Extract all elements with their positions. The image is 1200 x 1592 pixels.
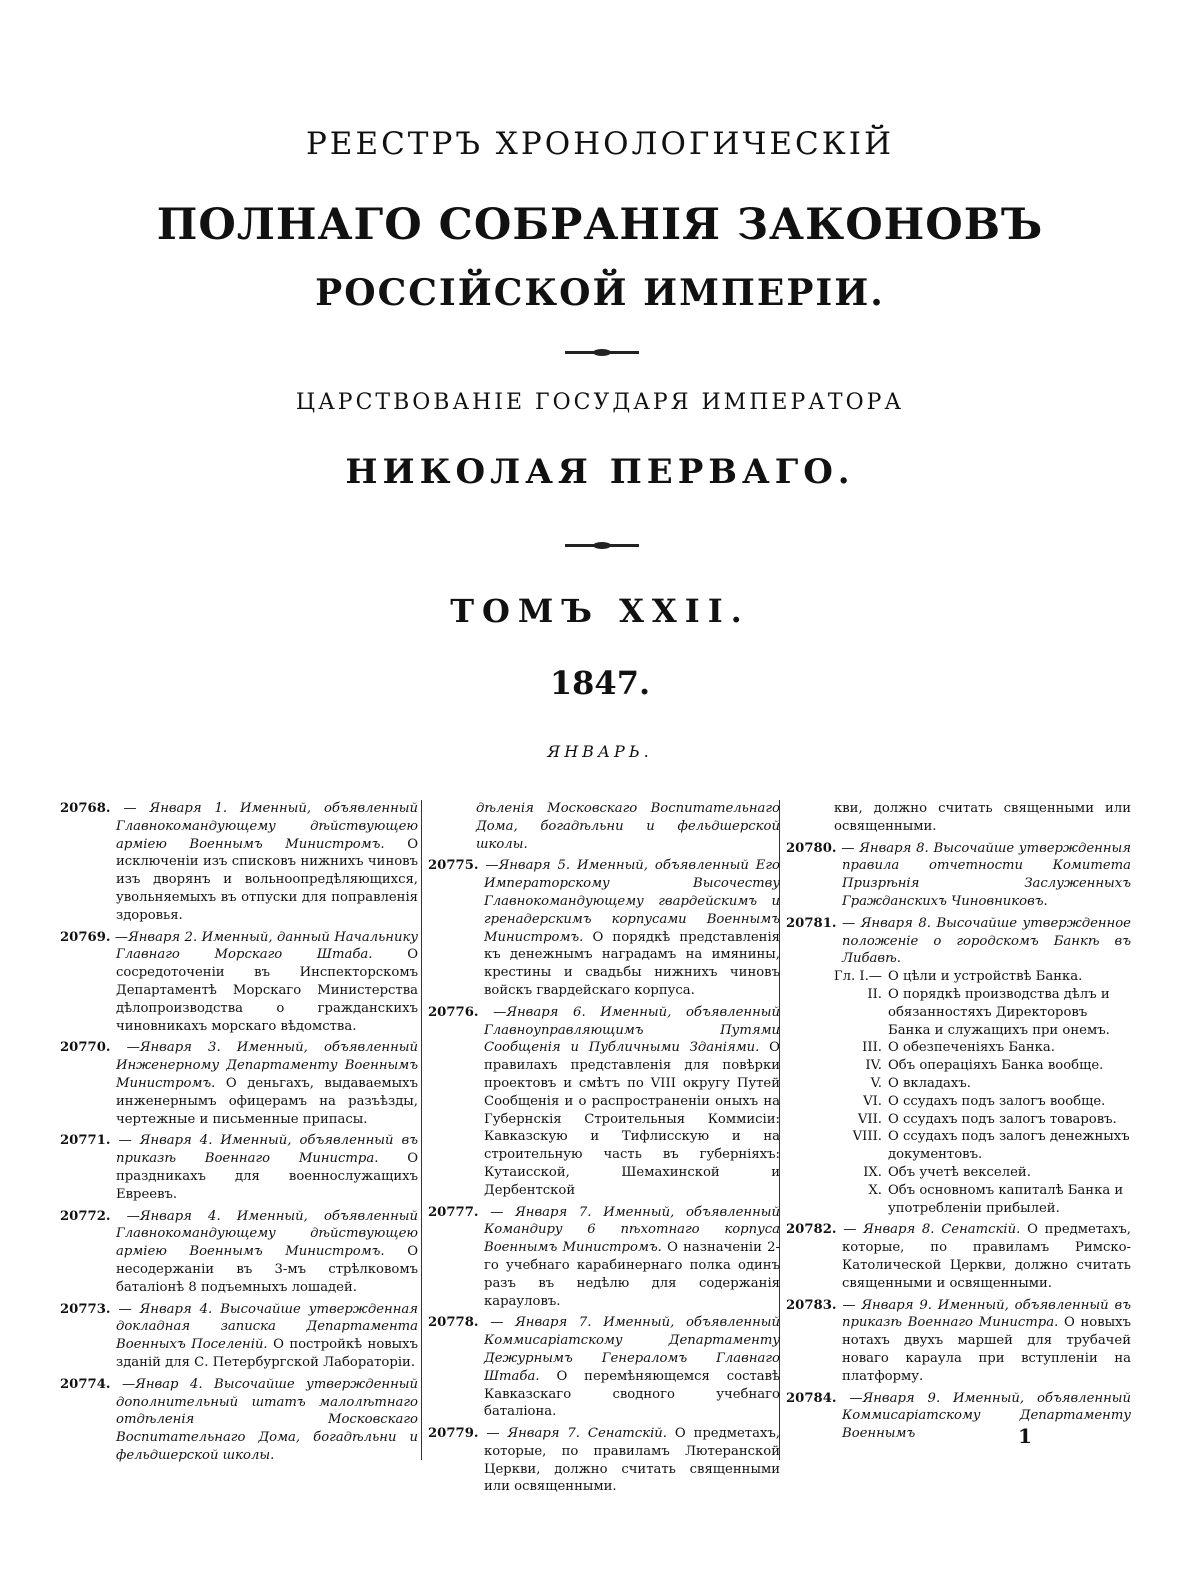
- reign-line: ЦАРСТВОВАНІЕ ГОСУДАРЯ ИМПЕРАТОРА: [295, 390, 905, 415]
- bank-chapter-list: [786, 968, 1131, 1217]
- law-entry: 20780. — Января 8. Высочайше утвержденныя правила отчетности Комитета Призрѣнія Заслуженныхъ Гражданскихъ Чиновниковъ.: [786, 840, 1131, 909]
- chapter-item: IX. Объ учетѣ векселей.: [863, 1164, 1031, 1180]
- column-1: [60, 800, 418, 1469]
- chapter-item: VIII. О ссудахъ подъ залогъ денежныхъ документовъ.: [852, 1129, 1130, 1163]
- entry-continuation: кви, должно считать священными или освященными.: [834, 801, 1131, 834]
- column-2: [428, 800, 780, 1500]
- column-3: [786, 800, 1131, 1447]
- law-entry: 20770. —Января 3. Именный, объявленный Инженерному Департаменту Военнымъ Министромъ. О деньгахъ, выдаваемыхъ инженернымъ офицерамъ на разъѣзды, чертежные и письменные припасы.: [60, 1040, 418, 1127]
- law-entry: 20772. —Января 4. Именный, объявленный Главнокомандующему дѣйствующею арміею Военнымъ Министромъ. О несодержаніи въ 3-мъ стрѣлковомъ баталіонѣ 8 подъемныхъ лошадей.: [60, 1208, 418, 1295]
- law-entry: 20784. —Января 9. Именный, объявленный Коммисаріатскому Департаменту Военнымъ: [786, 1390, 1131, 1442]
- entry-continuation: дѣленія Московскаго Воспитательнаго Дома, богадѣльни и фельдшерской школы.: [476, 801, 780, 852]
- law-entry: 20782. — Января 8. Сенатскій. О предметахъ, которые, по правиламъ Римско-Католической Церкви, должно считать священными и освященными.: [786, 1222, 1131, 1291]
- chapter-item: Гл. I.— О цѣли и устройствѣ Банка.: [833, 969, 1083, 985]
- law-entry: 20771. — Января 4. Именный, объявленный въ приказѣ Военнаго Министра. О праздникахъ для военнослужащихъ Евреевъ.: [60, 1133, 418, 1202]
- title-line-3: РОССІЙСКОЙ ИМПЕРІИ.: [315, 272, 885, 314]
- law-entry: 20776. —Января 6. Именный, объявленный Главноуправляющимъ Путями Сообщенія и Публичными Зданіями. О правилахъ представленія для повѣрки проектовъ и смѣтъ по VIII округу Путей Сообщенія и о распространеніи оныхъ на Губернскія Строительныя Коммисіи: Кавказскую и Тифлисскую и на строительную часть въ губерніяхъ: Кутаисской, Шемахинской и Дербентской: [428, 1004, 780, 1198]
- ornamental-rule: [565, 544, 639, 547]
- law-entry: 20783. — Января 9. Именный, объявленный въ приказѣ Военнаго Министра. О новыхъ нотахъ двухъ маршей для трубачей новаго караула при вступленіи на платформу.: [786, 1297, 1131, 1384]
- law-entry: 20769. —Января 2. Именный, данный Начальнику Главнаго Морскаго Штаба. О сосредоточеніи въ Инспекторскомъ Департаментѣ Морскаго Министерства дѣлопроизводства о гражданскихъ чиновникахъ морскаго вѣдомства.: [60, 929, 418, 1034]
- law-entry: 20781. — Января 8. Высочайше утвержденное положеніе о городскомъ Банкѣ въ Либавѣ.: [786, 915, 1131, 967]
- chapter-item: IV. Объ операціяхъ Банка вообще.: [865, 1058, 1104, 1074]
- law-entry: 20775. —Января 5. Именный, объявленный Его Императорскому Высочеству Главнокомандующему гвардейскимъ и гренадерскимъ корпусами Военнымъ Министромъ. О порядкѣ представленія къ денежнымъ наградамъ на имянины, крестины и свадьбы нижнихъ чиновъ войскъ гвардейскаго корпуса.: [428, 858, 780, 998]
- year-label: 1847.: [549, 664, 651, 702]
- ornamental-rule: [565, 351, 639, 354]
- page-number: 1: [1018, 1424, 1032, 1448]
- emperor-name: НИКОЛАЯ ПЕРВАГО.: [345, 452, 855, 492]
- column-divider: [421, 800, 422, 1460]
- chapter-item: V. О вкладахъ.: [870, 1075, 971, 1091]
- law-entry: 20778. — Января 7. Именный, объявленный Коммисаріатскому Департаменту Дежурнымъ Генераломъ Главнаго Штаба. О перемѣняющемся составѣ Кавказскаго сводного учебнаго баталіона.: [428, 1315, 780, 1420]
- chapter-item: III. О обезпеченіяхъ Банка.: [862, 1040, 1055, 1056]
- volume-label: ТОМЪ XXII.: [450, 592, 750, 630]
- chapter-item: VII. О ссудахъ подъ залогъ товаровъ.: [857, 1111, 1117, 1127]
- title-line-1: РЕЕСТРЪ ХРОНОЛОГИЧЕСКІЙ: [305, 126, 895, 162]
- law-entry: 20768. — Января 1. Именный, объявленный Главнокомандующему дѣйствующею арміею Военнымъ Министромъ. О исключеніи изъ списковъ нижнихъ чиновъ изъ дворянъ и вольноопредѣляющихся, увольняемыхъ въ отпуски для поправленія здоровья.: [60, 801, 418, 923]
- law-entry: 20773. — Января 4. Высочайше утвержденная докладная записка Департамента Военныхъ Поселеній. О постройкѣ новыхъ зданій для С. Петербургской Лабораторіи.: [60, 1301, 419, 1370]
- title-line-2: ПОЛНАГО СОБРАНІЯ ЗАКОНОВЪ: [156, 200, 1044, 250]
- chapter-item: VI. О ссудахъ подъ залогъ вообще.: [863, 1093, 1106, 1109]
- law-entry: 20779. — Января 7. Сенатскій. О предметахъ, которые, по правиламъ Лютеранской Церкви, должно считать священными или освященными.: [428, 1426, 780, 1495]
- chapter-item: X. Объ основномъ капиталѣ Банка и употребленіи прибылей.: [868, 1182, 1124, 1216]
- law-entry: 20777. — Января 7. Именный, объявленный Командиру 6 пѣхотнаго корпуса Военнымъ Министромъ. О назначеніи 2-го учебнаго карабинернаго полка одинъ разъ въ недѣлю для содержанія карауловъ.: [428, 1204, 781, 1309]
- law-entry: 20774. —Январ 4. Высочайше утвержденный дополнительный штатъ малолѣтнаго отдѣленія Московскаго Воспитательнаго Дома, богадѣльни и фельдшерской школы.: [60, 1376, 418, 1463]
- chapter-item: II. О порядкѣ производства дѣлъ и обязанностяхъ Директоровъ Банка и служащихъ при онемъ.: [867, 986, 1110, 1038]
- month-label: ЯНВАРЬ.: [547, 742, 653, 761]
